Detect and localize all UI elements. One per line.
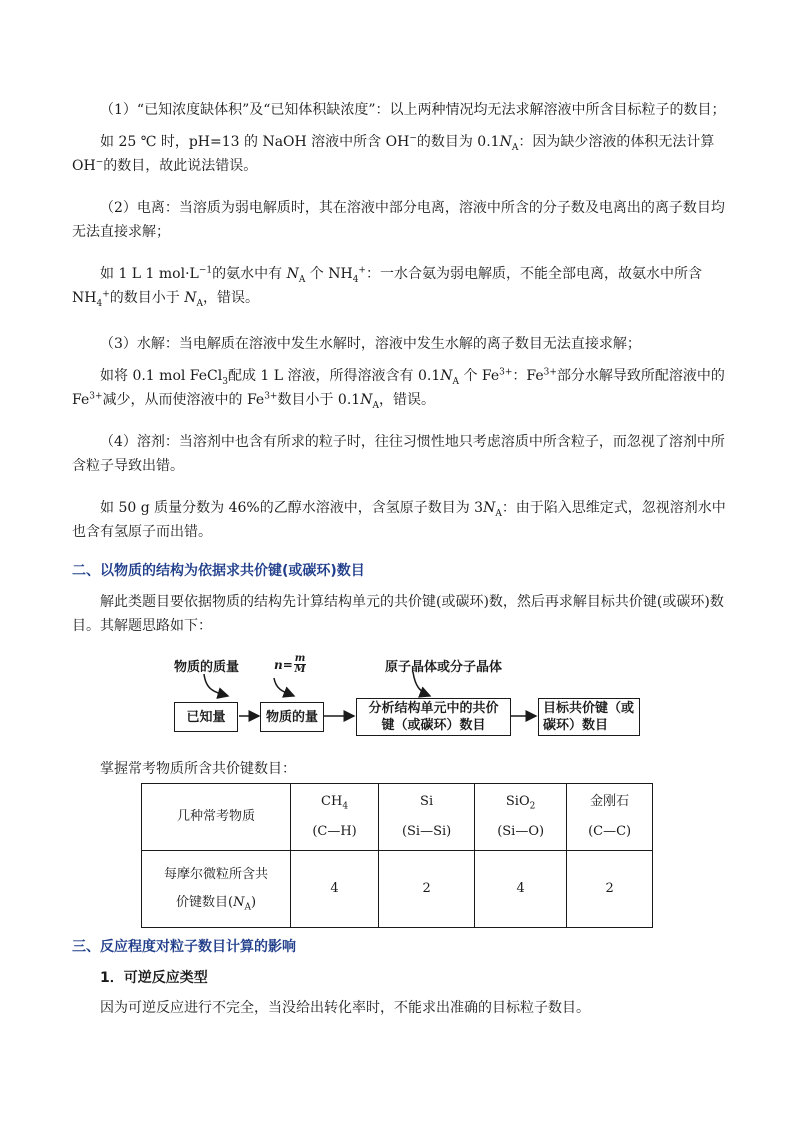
arrow-formula-label <box>274 678 294 696</box>
arrow-crystal-label <box>413 672 430 696</box>
paragraph-ethanol-example: 如 50 g 质量分数为 46%的乙醇水溶液中，含氢原子数目为 $3N_A$：由于陷入思维定式，忽视溶剂水中也含有氢原子而出错。 <box>72 500 726 540</box>
table-header-row <box>142 784 653 851</box>
box-amount-of-substance: 物质的量 <box>260 702 324 732</box>
section-heading-covalent-bonds: 二、以物质的结构为依据求共价键(或碳环)数目 <box>72 563 365 579</box>
table-intro-text: 掌握常考物质所含共价键数目： <box>100 761 296 777</box>
paragraph-ammonia-example: 如 1 L 1 $mol\cdot L^{-1}$的氨水中有 $N_A$ 个 $NH_4^+$：一水合氨为弱电解质，不能全部电离，故氨水中所含 $NH_4^+$的数目小于 $N_A$，错误。 <box>72 265 702 309</box>
paragraph-concentration-volume: （1）“已知浓度缺体积”及“已知体积缺浓度”：以上两种情况均无法求解溶液中所含目标粒子的数目； <box>100 102 726 118</box>
value-cell-sio2: 4 <box>475 851 567 928</box>
header-cell-label: 几种常考物质 <box>142 784 291 851</box>
row-label-bonds-per-mole: 每摩尔微粒所含共 价键数目$(N_A)$ <box>142 851 291 928</box>
paragraph-solvent: （4）溶剂：当溶剂中也含有所求的粒子时，往往习惯性地只考虑溶质中所含粒子，而忽视了溶剂中所含粒子导致出错。 <box>72 434 725 474</box>
fraction-m-over-M: $\frac{m}{M}$ <box>294 653 306 675</box>
subheading-reversible-reaction: 1．可逆反应类型 <box>100 970 208 986</box>
paragraph-hydrolysis: （3）水解：当电解质在溶液中发生水解时，溶液中发生水解的离子数目无法直接求解； <box>100 336 641 352</box>
paragraph-reversible-reaction: 因为可逆反应进行不完全，当没给出转化率时，不能求出准确的目标粒子数目。 <box>100 1000 590 1016</box>
table-row-bonds-per-mole <box>142 851 653 928</box>
box-known-quantity: 已知量 <box>174 702 238 732</box>
value-cell-si: 2 <box>379 851 475 928</box>
paragraph-ionization: （2）电离：当溶质为弱电解质时，其在溶液中部分电离，溶液中所含的分子数及电离出的离子数目均无法直接求解； <box>72 200 725 240</box>
box-analyze-structural-unit: 分析结构单元中的共价 键（或碳环）数目 <box>356 698 511 736</box>
section-heading-reaction-degree: 三、反应程度对粒子数目计算的影响 <box>72 939 296 955</box>
paragraph-fecl3-example: 如将 0.1 mol FeCl$_3$配成 1 L 溶液，所得溶液含有 $0.1N_A$ 个 $Fe^{3+}$：$Fe^{3+}$部分水解导致所配溶液中的 $Fe^{3+}$减少，从而使溶液中的 $Fe^{3+}$数目小于 $0.1N_A$，错误。 <box>72 367 725 411</box>
paragraph-naoh-example: 如 25 ℃ 时，pH=13 的 NaOH 溶液中所含 OH−的数目为 $0.1N_A$：因为缺少溶液的体积无法计算 OH−的数目，故此说法错误。 <box>72 133 715 174</box>
header-cell-diamond: 金刚石 (C—C) <box>567 784 653 851</box>
solution-flow-diagram <box>168 652 668 742</box>
paragraph-section2-body: 解此类题目要依据物质的结构先计算结构单元的共价键(或碳环)数，然后再求解目标共价键(或碳环)数目。其解题思路如下： <box>72 594 724 634</box>
value-cell-ch4: 4 <box>291 851 379 928</box>
box-target-covalent-bonds: 目标共价键（或 碳环）数目 <box>538 698 640 736</box>
covalent-bond-table <box>141 783 653 928</box>
header-cell-ch4: $CH_4$ (C—H) <box>291 784 379 851</box>
formula-n-equals-m-over-M: n= $\frac{m}{M}$ <box>274 653 306 675</box>
header-cell-si: Si (Si—Si) <box>379 784 475 851</box>
value-cell-diamond: 2 <box>567 851 653 928</box>
label-substance-mass: 物质的质量 <box>174 660 240 675</box>
header-cell-sio2: SiO$_2$ (Si—O) <box>475 784 567 851</box>
label-crystal-type: 原子晶体或分子晶体 <box>385 660 503 675</box>
arrow-mass-label <box>204 674 228 696</box>
